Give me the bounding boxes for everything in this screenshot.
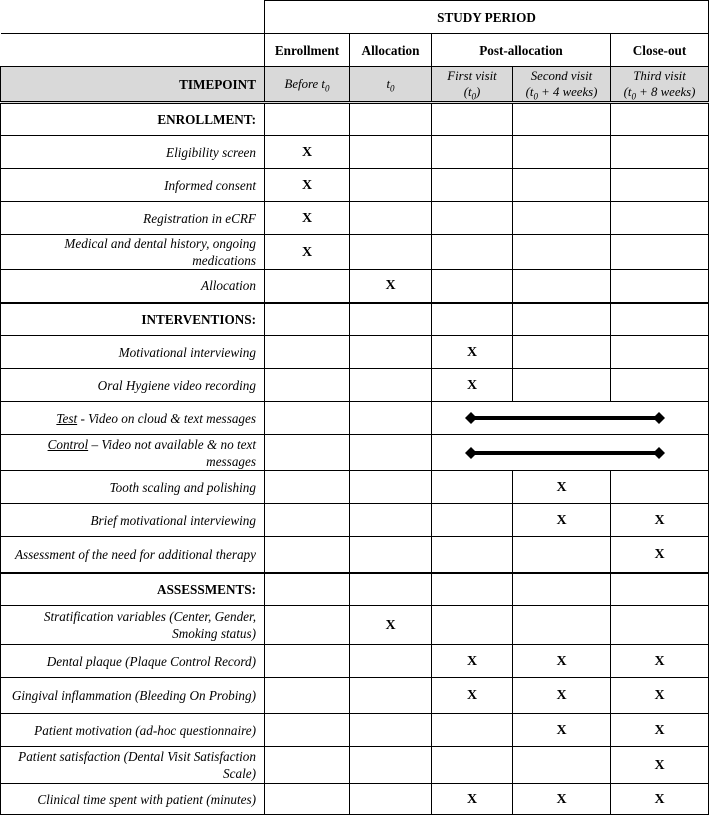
row-control <box>1 435 709 471</box>
row-label-history: Medical and dental history, ongoing medications <box>1 235 265 270</box>
mark-x: X <box>513 678 611 714</box>
mark-x: X <box>350 270 432 303</box>
row-motivational <box>1 336 709 369</box>
timepoint-third-visit: Third visit ($t_0 + 8$ weeks) <box>611 67 709 103</box>
row-label-motivation: Patient motivation (ad-hoc questionnaire) <box>1 714 265 747</box>
mark-x: X <box>265 235 350 270</box>
row-registration <box>1 202 709 235</box>
phase-allocation: Allocation <box>350 34 432 67</box>
control-duration-bar <box>432 435 709 471</box>
mark-x: X <box>513 504 611 537</box>
row-label-need: Assessment of the need for additional therapy <box>1 537 265 573</box>
row-eligibility <box>1 136 709 169</box>
row-label-gingival: Gingival inflammation (Bleeding On Probing) <box>1 678 265 714</box>
study-period-row <box>1 1 709 34</box>
row-label-oh-video: Oral Hygiene video recording <box>1 369 265 402</box>
mark-x: X <box>432 369 513 402</box>
mark-x: X <box>350 606 432 645</box>
mark-x: X <box>513 714 611 747</box>
row-label-scaling: Tooth scaling and polishing <box>1 471 265 504</box>
row-need <box>1 537 709 573</box>
duration-line-test <box>432 403 709 433</box>
row-label-motivational: Motivational interviewing <box>1 336 265 369</box>
row-test <box>1 402 709 435</box>
mark-x: X <box>432 336 513 369</box>
section-assessments-row <box>1 573 709 606</box>
row-label-consent: Informed consent <box>1 169 265 202</box>
study-period-header: STUDY PERIOD <box>265 1 709 34</box>
row-plaque <box>1 645 709 678</box>
row-history <box>1 235 709 270</box>
mark-x: X <box>611 714 709 747</box>
corner-cell <box>1 1 265 34</box>
mark-x: X <box>432 678 513 714</box>
mark-x: X <box>611 537 709 573</box>
mark-x: X <box>611 645 709 678</box>
timepoint-row <box>1 67 709 103</box>
section-enrollment: ENROLLMENT: <box>1 103 265 136</box>
row-brief <box>1 504 709 537</box>
row-scaling <box>1 471 709 504</box>
mark-x: X <box>265 169 350 202</box>
section-interventions: INTERVENTIONS: <box>1 303 265 336</box>
mark-x: X <box>432 645 513 678</box>
mark-x: X <box>265 202 350 235</box>
mark-x: X <box>513 645 611 678</box>
row-label-plaque: Dental plaque (Plaque Control Record) <box>1 645 265 678</box>
mark-x: X <box>611 784 709 815</box>
row-label-allocation: Allocation <box>1 270 265 303</box>
timepoint-t0: $t_0$ <box>350 67 432 103</box>
mark-x: X <box>611 504 709 537</box>
mark-x: X <box>611 678 709 714</box>
row-strat <box>1 606 709 645</box>
row-label-test: Test - Video on cloud & text messages <box>1 402 265 435</box>
phase-close-out: Close-out <box>611 34 709 67</box>
phase-post-allocation: Post-allocation <box>432 34 611 67</box>
mark-x: X <box>513 471 611 504</box>
timepoint-label: TIMEPOINT <box>1 67 265 103</box>
duration-line-control <box>432 436 709 470</box>
mark-x: X <box>513 784 611 815</box>
row-gingival <box>1 678 709 714</box>
phase-enrollment: Enrollment <box>265 34 350 67</box>
row-clinical <box>1 784 709 815</box>
timepoint-second-visit: Second visit ($t_0 + 4$ weeks) <box>513 67 611 103</box>
corner-cell-2 <box>1 34 265 67</box>
row-label-clinical: Clinical time spent with patient (minutes) <box>1 784 265 815</box>
section-enrollment-row <box>1 103 709 136</box>
phase-row <box>1 34 709 67</box>
timepoint-first-visit: First visit $(t_0)$ <box>432 67 513 103</box>
test-duration-bar <box>432 402 709 435</box>
row-label-strat: Stratification variables (Center, Gender, Smoking status) <box>1 606 265 645</box>
row-allocation <box>1 270 709 303</box>
timepoint-before: Before $t_0$ <box>265 67 350 103</box>
row-label-eligibility: Eligibility screen <box>1 136 265 169</box>
mark-x: X <box>432 784 513 815</box>
mark-x: X <box>265 136 350 169</box>
row-consent <box>1 169 709 202</box>
row-satisfaction <box>1 747 709 784</box>
row-oh-video <box>1 369 709 402</box>
section-interventions-row <box>1 303 709 336</box>
row-label-registration: Registration in eCRF <box>1 202 265 235</box>
section-assessments: ASSESSMENTS: <box>1 573 265 606</box>
row-label-control: Control – Video not available & no text messages <box>1 435 265 471</box>
row-motivation <box>1 714 709 747</box>
row-label-satisfaction: Patient satisfaction (Dental Visit Satisfaction Scale) <box>1 747 265 784</box>
mark-x: X <box>611 747 709 784</box>
row-label-brief: Brief motivational interviewing <box>1 504 265 537</box>
